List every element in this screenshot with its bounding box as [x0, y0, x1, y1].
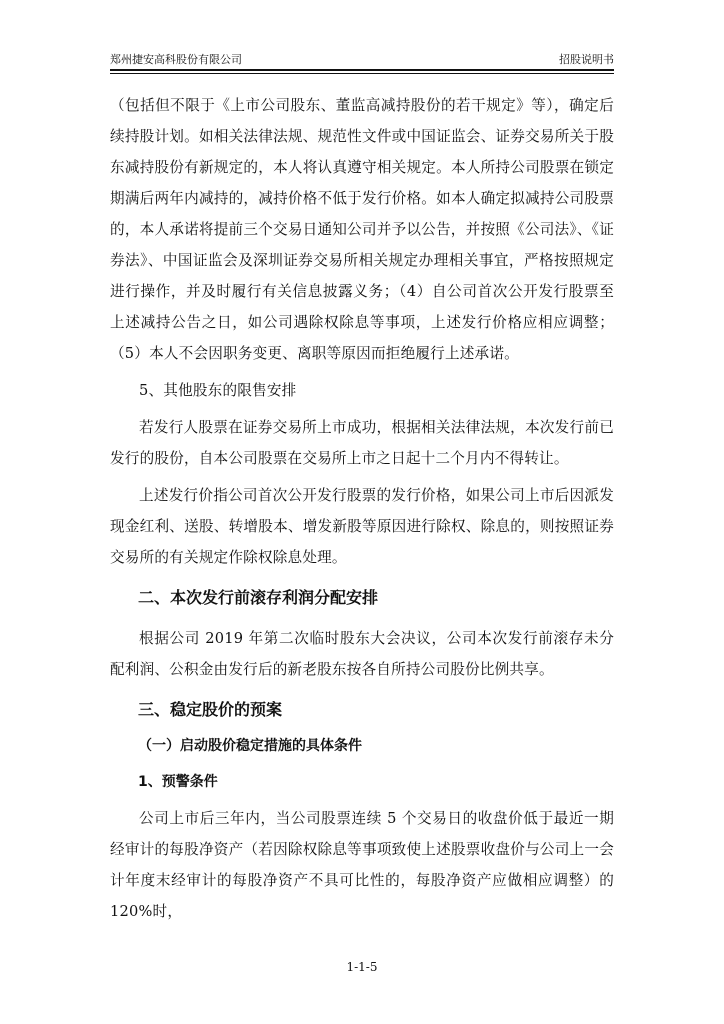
subsection-heading-trigger-conditions: （一）启动股价稳定措施的具体条件 — [138, 738, 362, 754]
paragraph-retained-earnings: 根据公司 2019 年第二次临时股东大会决议，公司本次发行前滚存未分配利润、公积金由发行后的新老股东按各自所持公司股份比例共享。 — [110, 630, 614, 678]
paragraph-warning-threshold: 公司上市后三年内，当公司股票连续 5 个交易日的收盘价低于最近一期经审计的每股净资产（若因除权除息等事项致使上述股票收盘价与公司上一会计年度末经审计的每股净资产不具可比性的，每股净资产应做相应调整）的 120%时， — [110, 810, 614, 920]
header-company-name: 郑州捷安高科股份有限公司 — [110, 53, 242, 66]
page-header — [110, 52, 614, 68]
section-heading-profit-distribution: 二、本次发行前滚存利润分配安排 — [138, 588, 379, 607]
header-document-type: 招股说明书 — [559, 53, 614, 66]
paragraph-lockup-commitment: （包括但不限于《上市公司股东、董监高减持股份的若干规定》等），确定后续持股计划。如相关法律法规、规范性文件或中国证监会、证券交易所关于股东减持股份有新规定的，本人将认真遵守相关规定。本人所持公司股票在锁定期满后两年内减持的，减持价格不低于发行价格。如本人确定拟减持公司股票的，本人承诺将提前三个交易日通知公司并予以公告，并按照《公司法》、《证券法》、中国证监会及深圳证券交易所相关规定办理相关事宜，严格按照规定进行操作，并及时履行有关信息披露义务；（4）自公司首次公开发行股票至上述减持公告之日，如公司遇除权除息等事项，上述发行价格应相应调整；（5）本人不会因职务变更、离职等原因而拒绝履行上述承诺。 — [110, 97, 614, 362]
paragraph-twelve-month-lockup: 若发行人股票在证券交易所上市成功，根据相关法律法规，本次发行前已发行的股份，自本公司股票在交易所上市之日起十二个月内不得转让。 — [110, 419, 614, 467]
document-body — [110, 90, 614, 927]
header-rule-thick — [110, 69, 614, 71]
item-heading-warning-conditions: 1、预警条件 — [138, 774, 218, 790]
section-heading-price-stabilization: 三、稳定股价的预案 — [138, 700, 283, 719]
header-rule-thin — [110, 73, 614, 74]
page-number: 1-1-5 — [346, 960, 378, 974]
paragraph-issue-price-definition: 上述发行价指公司首次公开发行股票的发行价格，如果公司上市后因派发现金红利、送股、转增股本、增发新股等原因进行除权、除息的，则按照证券交易所的有关规定作除权除息处理。 — [110, 487, 614, 566]
list-heading-other-shareholders: 5、其他股东的限售安排 — [139, 382, 297, 399]
